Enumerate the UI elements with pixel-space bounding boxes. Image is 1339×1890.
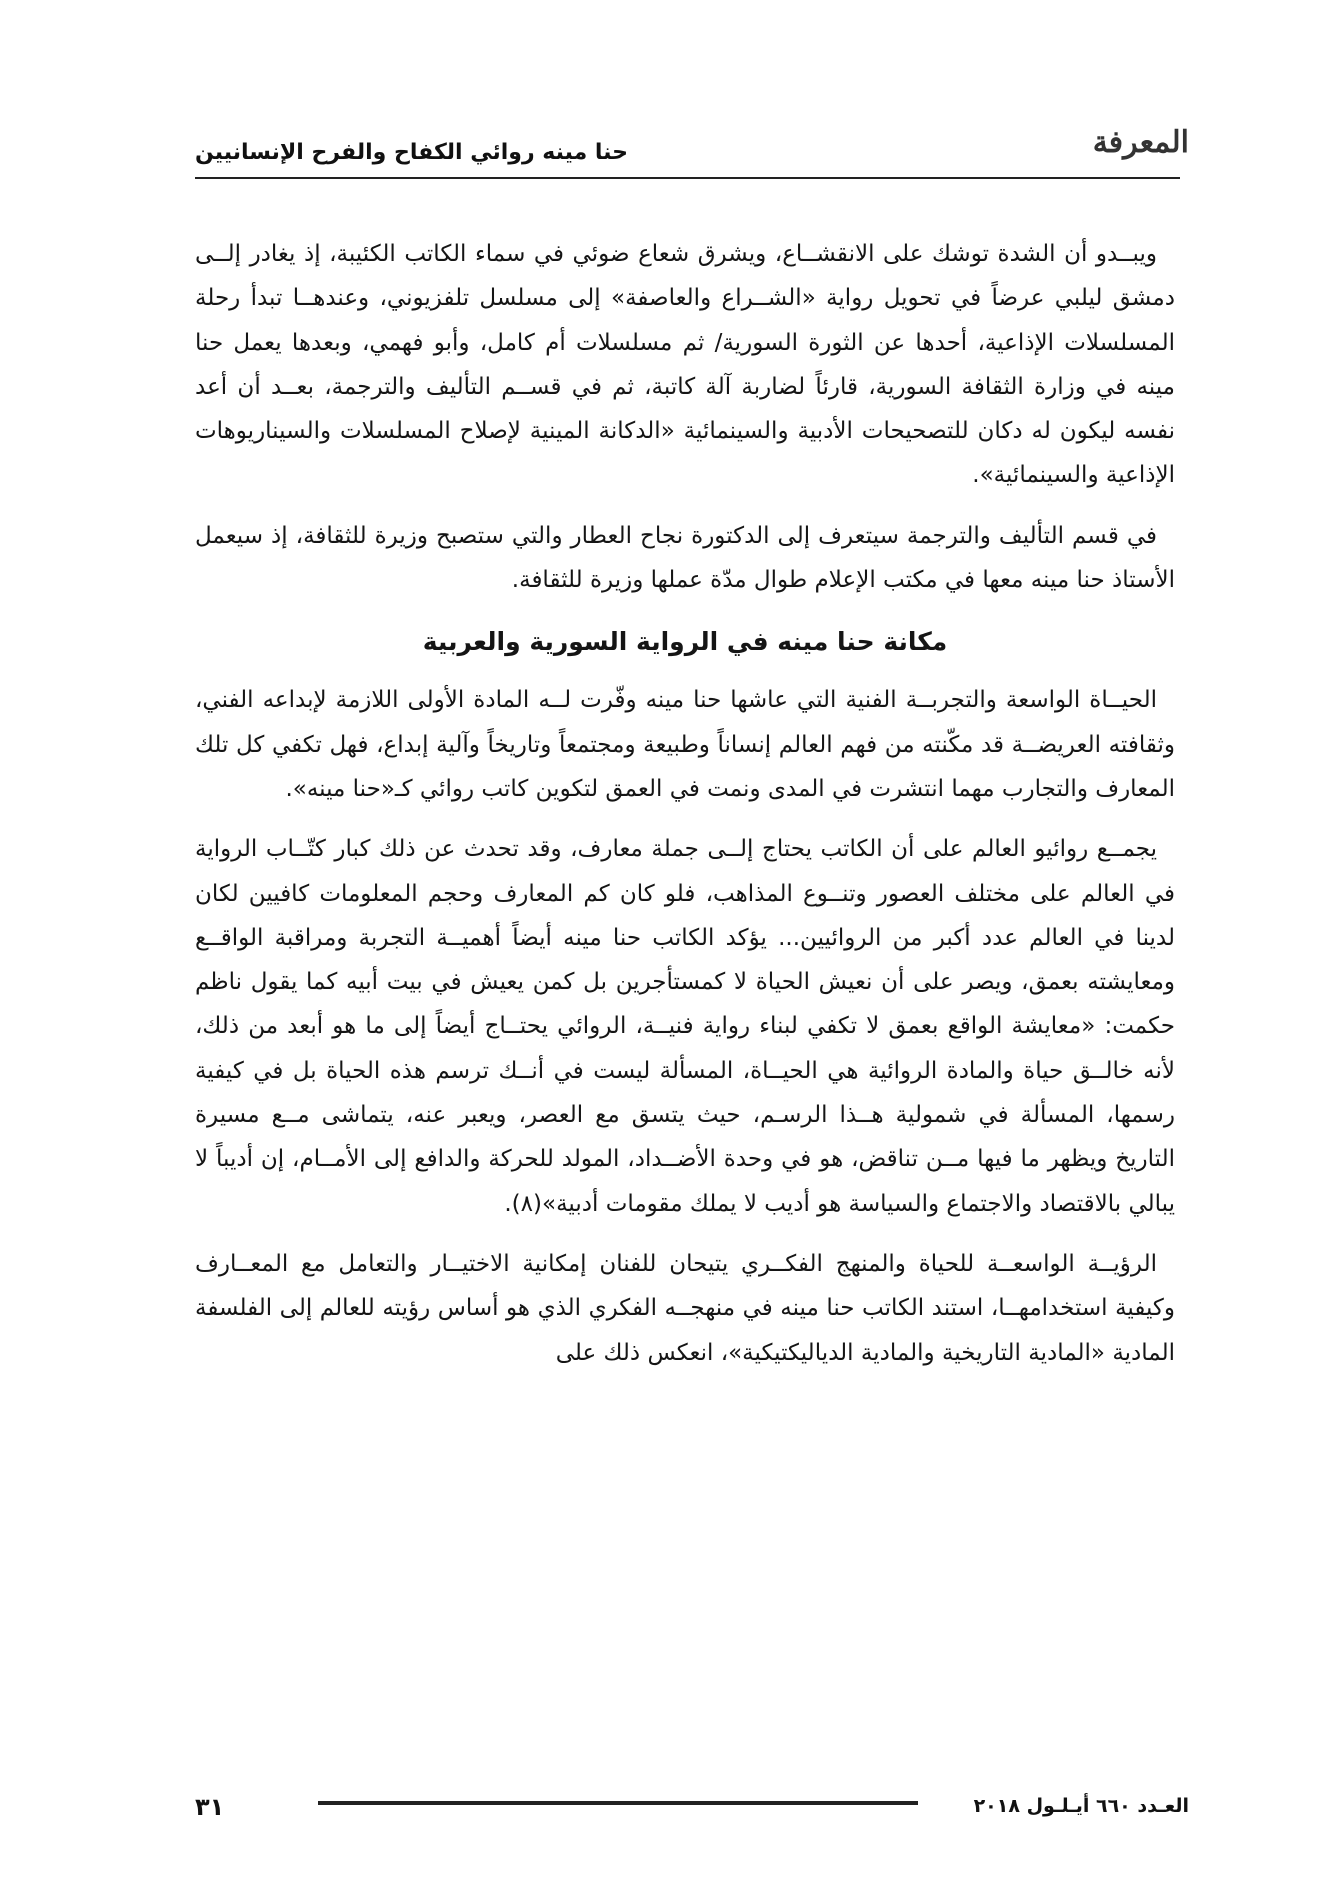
article-body [195, 232, 1175, 1375]
paragraph-5: الرؤيــة الواسعــة للحياة والمنهج الفكــري يتيحان للفنان إمكانية الاختيــار والتعامل مع المعــارف وكيفية استخدامهــا، استند الكاتب حنا مينه في منهجــه الفكري الذي هو أساس رؤيته للعالم إلى الفلسفة المادية «المادية التاريخية والمادية الدياليكتيكية»، انعكس ذلك على [195, 1250, 1175, 1366]
issue-label: العـدد ٦٦٠ أيـلـول ٢٠١٨ [973, 1795, 1189, 1817]
magazine-logo: المعرفة [1092, 125, 1189, 160]
header-divider [195, 177, 1180, 179]
paragraph-4: يجمــع روائيو العالم على أن الكاتب يحتاج إلــى جملة معارف، وقد تحدث عن ذلك كبار كتّــاب الرواية في العالم على مختلف العصور وتنــوع المذاهب، فلو كان كم المعارف وحجم المعلومات كافيين لكان لدينا في العالم عدد أكبر من الروائيين... يؤكد الكاتب حنا مينه أيضاً أهميــة التجربة ومراقبة الواقــع ومعايشته بعمق، ويصر على أن نعيش الحياة لا كمستأجرين بل كمن يعيش في بيت أبيه كما يقول ناظم حكمت: «معايشة الواقع بعمق لا تكفي لبناء رواية فنيــة، الروائي يحتــاج أيضاً إلى ما هو أبعد من ذلك، لأنه خالــق حياة والمادة الروائية هي الحيــاة، المسألة ليست في أنــك ترسم هذه الحياة بل في كيفية رسمها، المسألة في شمولية هــذا الرسـم، حيث يتسق مع العصر، ويعبر عنه، يتماشى مــع مسيرة التاريخ ويظهر ما فيها مــن تناقض، هو في وحدة الأضــداد، المولد للحركة والدافع إلى الأمــام، إن أديباً لا يبالي بالاقتصاد والاجتماع والسياسة هو أديب لا يملك مقومات أدبية»(٨). [195, 836, 1175, 1217]
paragraph-2: في قسم التأليف والترجمة سيتعرف إلى الدكتورة نجاح العطار والتي ستصبح وزيرة للثقافة، إذ سيعمل الأستاذ حنا مينه معها في مكتب الإعلام طوال مدّة عملها وزيرة للثقافة. [195, 522, 1175, 594]
section-heading: مكانة حنا مينه في الرواية السورية والعربية [422, 627, 948, 657]
footer-divider [318, 1801, 918, 1805]
paragraph-1: ويبــدو أن الشدة توشك على الانقشــاع، ويشرق شعاع ضوئي في سماء الكاتب الكئيبة، إذ يغادر إلــى دمشق ليلبي عرضاً في تحويل رواية «الشــراع والعاصفة» إلى مسلسل تلفزيوني، وعندهــا تبدأ رحلة المسلسلات الإذاعية، أحدها عن الثورة السورية/ ثم مسلسلات أم كامل، وأبو فهمي، وبعدها يعمل حنا مينه في وزارة الثقافة السورية، قارئاً لضاربة آلة كاتبة، ثم في قســم التأليف والترجمة، بعــد أن أعد نفسه ليكون له دكان للتصحيحات الأدبية والسينمائية «الدكانة المينية لإصلاح المسلسلات والسيناريوهات الإذاعية والسينمائية». [195, 241, 1175, 489]
running-title: حنا مينه روائي الكفاح والفرح الإنسانيين [195, 140, 628, 165]
paragraph-3: الحيــاة الواسعة والتجربــة الفنية التي عاشها حنا مينه وفّرت لــه المادة الأولى اللازمة لإبداعه الفني، وثقافته العريضــة قد مكّنته من فهم العالم إنساناً وطبيعة ومجتمعاً وتاريخاً وآلية إبداع، فهل تكفي كل تلك المعارف والتجارب مهما انتشرت في المدى ونمت في العمق لتكوين كاتب روائي كـ«حنا مينه». [195, 687, 1175, 802]
page-number: ٣١ [195, 1793, 225, 1821]
